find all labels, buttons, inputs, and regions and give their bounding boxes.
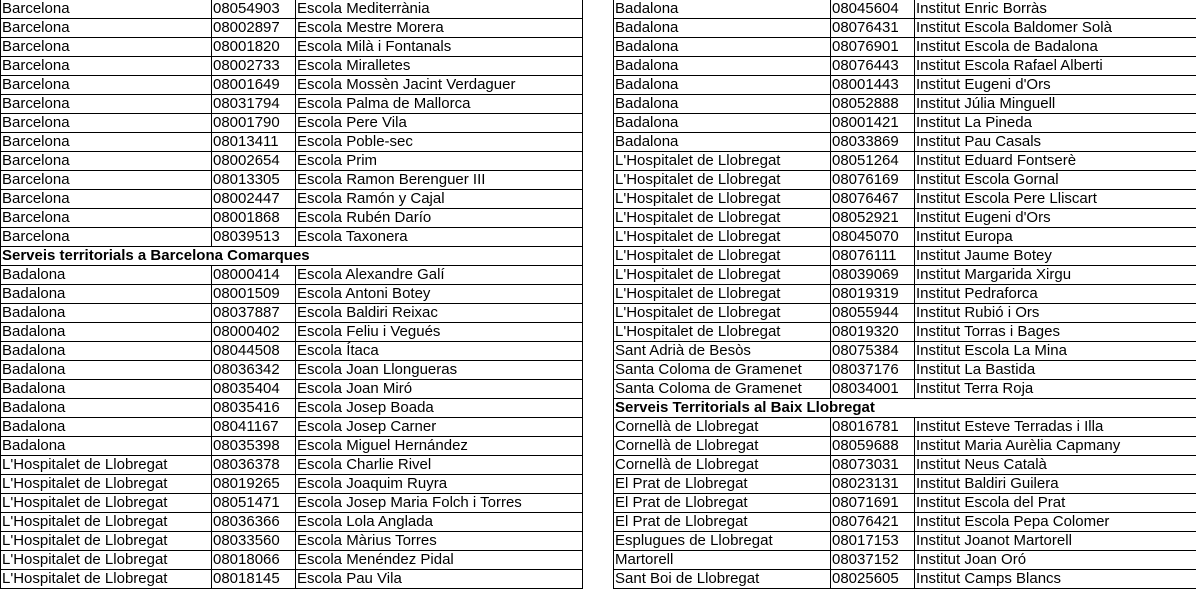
town-cell: Badalona — [1, 361, 212, 380]
school-name-cell: Institut Europa — [915, 228, 1196, 247]
school-name-cell: Escola Lola Anglada — [296, 513, 583, 532]
school-name-cell: Escola Ramón y Cajal — [296, 190, 583, 209]
school-name-cell: Escola Mediterrània — [296, 0, 583, 19]
school-code-cell: 08054903 — [212, 0, 296, 19]
town-cell: L'Hospitalet de Llobregat — [614, 323, 831, 342]
school-name-cell: Institut La Bastida — [915, 361, 1196, 380]
school-name-cell: Institut Margarida Xirgu — [915, 266, 1196, 285]
school-code-cell: 08045604 — [831, 0, 915, 19]
school-code-cell: 08001443 — [831, 76, 915, 95]
town-cell: Barcelona — [1, 57, 212, 76]
school-name-cell: Institut Eugeni d'Ors — [915, 76, 1196, 95]
table-row — [1, 380, 583, 399]
school-name-cell: Institut Escola Rafael Alberti — [915, 57, 1196, 76]
town-cell: Badalona — [1, 399, 212, 418]
school-name-cell: Escola Poble-sec — [296, 133, 583, 152]
school-code-cell: 08025605 — [831, 570, 915, 589]
school-code-cell: 08036342 — [212, 361, 296, 380]
table-row — [1, 57, 583, 76]
school-code-cell: 08035398 — [212, 437, 296, 456]
town-cell: Santa Coloma de Gramenet — [614, 361, 831, 380]
town-cell: Barcelona — [1, 190, 212, 209]
school-name-cell: Escola Josep Boada — [296, 399, 583, 418]
school-name-cell: Institut Baldiri Guilera — [915, 475, 1196, 494]
table-row — [1, 494, 583, 513]
town-cell: Badalona — [614, 95, 831, 114]
table-row — [614, 266, 1196, 285]
school-code-cell: 08052921 — [831, 209, 915, 228]
table-row — [614, 57, 1196, 76]
school-name-cell: Escola Alexandre Galí — [296, 266, 583, 285]
school-code-cell: 08076901 — [831, 38, 915, 57]
town-cell: Badalona — [1, 342, 212, 361]
school-name-cell: Institut Terra Roja — [915, 380, 1196, 399]
town-cell: Cornellà de Llobregat — [614, 418, 831, 437]
table-row — [1, 19, 583, 38]
school-name-cell: Escola Josep Carner — [296, 418, 583, 437]
school-code-cell: 08044508 — [212, 342, 296, 361]
school-name-cell: Escola Ramon Berenguer III — [296, 171, 583, 190]
school-code-cell: 08051471 — [212, 494, 296, 513]
table-row — [614, 342, 1196, 361]
town-cell: Sant Boi de Llobregat — [614, 570, 831, 589]
school-code-cell: 08035416 — [212, 399, 296, 418]
table-row — [1, 209, 583, 228]
table-row — [1, 0, 583, 19]
table-row — [614, 190, 1196, 209]
school-code-cell: 08002897 — [212, 19, 296, 38]
table-row — [1, 513, 583, 532]
table-row — [614, 380, 1196, 399]
school-code-cell: 08073031 — [831, 456, 915, 475]
school-name-cell: Escola Mestre Morera — [296, 19, 583, 38]
table-row — [614, 209, 1196, 228]
table-row — [1, 304, 583, 323]
table-row — [1, 76, 583, 95]
school-name-cell: Institut Júlia Minguell — [915, 95, 1196, 114]
table-row — [614, 532, 1196, 551]
town-cell: Barcelona — [1, 114, 212, 133]
town-cell: L'Hospitalet de Llobregat — [614, 152, 831, 171]
town-cell: Badalona — [1, 266, 212, 285]
table-row — [1, 95, 583, 114]
school-name-cell: Institut Neus Català — [915, 456, 1196, 475]
table-row — [1, 532, 583, 551]
school-code-cell: 08002654 — [212, 152, 296, 171]
table-row — [1, 171, 583, 190]
town-cell: El Prat de Llobregat — [614, 513, 831, 532]
town-cell: El Prat de Llobregat — [614, 494, 831, 513]
table-row — [614, 38, 1196, 57]
school-name-cell: Escola Pere Vila — [296, 114, 583, 133]
section-title: Serveis Territorials al Baix Llobregat — [614, 399, 1196, 418]
school-code-cell: 08051264 — [831, 152, 915, 171]
town-cell: L'Hospitalet de Llobregat — [614, 190, 831, 209]
school-code-cell: 08076467 — [831, 190, 915, 209]
town-cell: Badalona — [1, 380, 212, 399]
table-row — [1, 361, 583, 380]
table-row — [614, 494, 1196, 513]
school-code-cell: 08076421 — [831, 513, 915, 532]
town-cell: L'Hospitalet de Llobregat — [1, 513, 212, 532]
table-row — [1, 475, 583, 494]
table-row — [614, 76, 1196, 95]
school-name-cell: Institut Escola Baldomer Solà — [915, 19, 1196, 38]
school-name-cell: Institut Esteve Terradas i Illa — [915, 418, 1196, 437]
school-code-cell: 08037152 — [831, 551, 915, 570]
school-name-cell: Institut Jaume Botey — [915, 247, 1196, 266]
town-cell: Badalona — [1, 437, 212, 456]
table-row — [1, 399, 583, 418]
school-name-cell: Escola Milà i Fontanals — [296, 38, 583, 57]
school-name-cell: Escola Feliu i Vegués — [296, 323, 583, 342]
school-code-cell: 08031794 — [212, 95, 296, 114]
school-code-cell: 08017153 — [831, 532, 915, 551]
school-code-cell: 08000402 — [212, 323, 296, 342]
section-header-row — [614, 399, 1196, 418]
town-cell: Badalona — [1, 304, 212, 323]
school-code-cell: 08052888 — [831, 95, 915, 114]
school-name-cell: Escola Josep Maria Folch i Torres — [296, 494, 583, 513]
town-cell: Badalona — [1, 285, 212, 304]
town-cell: Cornellà de Llobregat — [614, 456, 831, 475]
town-cell: Sant Adrià de Besòs — [614, 342, 831, 361]
town-cell: El Prat de Llobregat — [614, 475, 831, 494]
school-code-cell: 08001820 — [212, 38, 296, 57]
table-row — [614, 323, 1196, 342]
town-cell: L'Hospitalet de Llobregat — [1, 551, 212, 570]
school-code-cell: 08036366 — [212, 513, 296, 532]
school-code-cell: 08045070 — [831, 228, 915, 247]
school-code-cell: 08036378 — [212, 456, 296, 475]
town-cell: L'Hospitalet de Llobregat — [614, 304, 831, 323]
town-cell: L'Hospitalet de Llobregat — [1, 494, 212, 513]
table-row — [614, 171, 1196, 190]
town-cell: Badalona — [1, 323, 212, 342]
school-code-cell: 08001868 — [212, 209, 296, 228]
table-row — [614, 133, 1196, 152]
school-code-cell: 08037887 — [212, 304, 296, 323]
table-row — [614, 95, 1196, 114]
left-school-table — [0, 0, 583, 589]
school-code-cell: 08019265 — [212, 475, 296, 494]
table-row — [1, 323, 583, 342]
table-row — [614, 0, 1196, 19]
table-row — [614, 456, 1196, 475]
town-cell: Barcelona — [1, 38, 212, 57]
table-row — [1, 570, 583, 589]
town-cell: Badalona — [614, 19, 831, 38]
school-code-cell: 08019320 — [831, 323, 915, 342]
table-row — [1, 418, 583, 437]
school-code-cell: 08041167 — [212, 418, 296, 437]
table-row — [1, 437, 583, 456]
school-name-cell: Escola Palma de Mallorca — [296, 95, 583, 114]
table-row — [614, 437, 1196, 456]
school-name-cell: Institut Joan Oró — [915, 551, 1196, 570]
table-row — [614, 551, 1196, 570]
school-code-cell: 08035404 — [212, 380, 296, 399]
town-cell: Barcelona — [1, 209, 212, 228]
school-name-cell: Escola Pau Vila — [296, 570, 583, 589]
school-name-cell: Institut Eugeni d'Ors — [915, 209, 1196, 228]
town-cell: L'Hospitalet de Llobregat — [1, 532, 212, 551]
table-row — [1, 114, 583, 133]
town-cell: Barcelona — [1, 0, 212, 19]
section-title: Serveis territorials a Barcelona Comarques — [1, 247, 583, 266]
town-cell: L'Hospitalet de Llobregat — [1, 456, 212, 475]
table-row — [614, 361, 1196, 380]
school-code-cell: 08002447 — [212, 190, 296, 209]
school-name-cell: Institut Joanot Martorell — [915, 532, 1196, 551]
school-code-cell: 08013411 — [212, 133, 296, 152]
school-code-cell: 08039069 — [831, 266, 915, 285]
town-cell: Cornellà de Llobregat — [614, 437, 831, 456]
table-row — [614, 418, 1196, 437]
town-cell: Badalona — [614, 57, 831, 76]
table-row — [1, 228, 583, 247]
town-cell: Barcelona — [1, 76, 212, 95]
table-row — [614, 152, 1196, 171]
school-code-cell: 08039513 — [212, 228, 296, 247]
town-cell: Badalona — [614, 133, 831, 152]
school-name-cell: Escola Miguel Hernández — [296, 437, 583, 456]
town-cell: Badalona — [1, 418, 212, 437]
table-row — [614, 475, 1196, 494]
table-row — [1, 133, 583, 152]
school-code-cell: 08001790 — [212, 114, 296, 133]
school-code-cell: 08002733 — [212, 57, 296, 76]
table-row — [614, 247, 1196, 266]
school-name-cell: Escola Joaquim Ruyra — [296, 475, 583, 494]
town-cell: Esplugues de Llobregat — [614, 532, 831, 551]
school-name-cell: Institut Camps Blancs — [915, 570, 1196, 589]
town-cell: L'Hospitalet de Llobregat — [614, 266, 831, 285]
school-code-cell: 08019319 — [831, 285, 915, 304]
table-row — [614, 114, 1196, 133]
table-row — [614, 285, 1196, 304]
town-cell: L'Hospitalet de Llobregat — [614, 209, 831, 228]
school-name-cell: Escola Joan Miró — [296, 380, 583, 399]
school-code-cell: 08075384 — [831, 342, 915, 361]
school-name-cell: Escola Màrius Torres — [296, 532, 583, 551]
table-row — [1, 38, 583, 57]
town-cell: Barcelona — [1, 19, 212, 38]
town-cell: Barcelona — [1, 152, 212, 171]
school-name-cell: Institut Maria Aurèlia Capmany — [915, 437, 1196, 456]
table-row — [614, 570, 1196, 589]
school-name-cell: Institut Escola del Prat — [915, 494, 1196, 513]
school-code-cell: 08023131 — [831, 475, 915, 494]
school-code-cell: 08016781 — [831, 418, 915, 437]
school-code-cell: 08055944 — [831, 304, 915, 323]
school-name-cell: Institut Pedraforca — [915, 285, 1196, 304]
town-cell: Barcelona — [1, 133, 212, 152]
school-name-cell: Institut Escola Pere Lliscart — [915, 190, 1196, 209]
school-name-cell: Institut Escola de Badalona — [915, 38, 1196, 57]
school-code-cell: 08018066 — [212, 551, 296, 570]
town-cell: Martorell — [614, 551, 831, 570]
school-code-cell: 08001649 — [212, 76, 296, 95]
town-cell: L'Hospitalet de Llobregat — [614, 247, 831, 266]
left-table-body — [1, 0, 583, 589]
school-code-cell: 08013305 — [212, 171, 296, 190]
school-name-cell: Escola Mossèn Jacint Verdaguer — [296, 76, 583, 95]
school-code-cell: 08076431 — [831, 19, 915, 38]
school-name-cell: Escola Baldiri Reixac — [296, 304, 583, 323]
school-name-cell: Escola Menéndez Pidal — [296, 551, 583, 570]
school-code-cell: 08034001 — [831, 380, 915, 399]
school-name-cell: Escola Ítaca — [296, 342, 583, 361]
town-cell: L'Hospitalet de Llobregat — [1, 475, 212, 494]
school-name-cell: Escola Miralletes — [296, 57, 583, 76]
school-name-cell: Institut Eduard Fontserè — [915, 152, 1196, 171]
school-code-cell: 08033560 — [212, 532, 296, 551]
table-row — [614, 304, 1196, 323]
school-code-cell: 08001509 — [212, 285, 296, 304]
school-name-cell: Escola Taxonera — [296, 228, 583, 247]
school-name-cell: Institut Escola Gornal — [915, 171, 1196, 190]
town-cell: Santa Coloma de Gramenet — [614, 380, 831, 399]
table-row — [1, 342, 583, 361]
town-cell: Barcelona — [1, 171, 212, 190]
town-cell: Barcelona — [1, 228, 212, 247]
school-name-cell: Escola Joan Llongueras — [296, 361, 583, 380]
town-cell: Badalona — [614, 0, 831, 19]
school-name-cell: Institut Escola Pepa Colomer — [915, 513, 1196, 532]
school-code-cell: 08001421 — [831, 114, 915, 133]
town-cell: L'Hospitalet de Llobregat — [1, 570, 212, 589]
school-code-cell: 08076443 — [831, 57, 915, 76]
town-cell: L'Hospitalet de Llobregat — [614, 171, 831, 190]
table-row — [1, 190, 583, 209]
school-code-cell: 08076111 — [831, 247, 915, 266]
table-row — [614, 513, 1196, 532]
table-row — [1, 152, 583, 171]
school-code-cell: 08076169 — [831, 171, 915, 190]
right-school-table — [613, 0, 1196, 589]
town-cell: L'Hospitalet de Llobregat — [614, 285, 831, 304]
school-code-cell: 08059688 — [831, 437, 915, 456]
school-name-cell: Institut Rubió i Ors — [915, 304, 1196, 323]
school-name-cell: Institut Pau Casals — [915, 133, 1196, 152]
table-row — [1, 285, 583, 304]
school-name-cell: Escola Charlie Rivel — [296, 456, 583, 475]
town-cell: Badalona — [614, 76, 831, 95]
school-name-cell: Escola Rubén Darío — [296, 209, 583, 228]
section-header-row — [1, 247, 583, 266]
table-row — [614, 228, 1196, 247]
school-code-cell: 08037176 — [831, 361, 915, 380]
town-cell: L'Hospitalet de Llobregat — [614, 228, 831, 247]
school-code-cell: 08000414 — [212, 266, 296, 285]
school-code-cell: 08033869 — [831, 133, 915, 152]
town-cell: Barcelona — [1, 95, 212, 114]
right-table-body — [614, 0, 1196, 589]
town-cell: Badalona — [614, 114, 831, 133]
school-name-cell: Institut La Pineda — [915, 114, 1196, 133]
school-name-cell: Institut Escola La Mina — [915, 342, 1196, 361]
table-row — [1, 266, 583, 285]
table-row — [1, 551, 583, 570]
school-code-cell: 08071691 — [831, 494, 915, 513]
table-row — [1, 456, 583, 475]
table-row — [614, 19, 1196, 38]
school-code-cell: 08018145 — [212, 570, 296, 589]
school-name-cell: Institut Torras i Bages — [915, 323, 1196, 342]
school-name-cell: Institut Enric Borràs — [915, 0, 1196, 19]
town-cell: Badalona — [614, 38, 831, 57]
school-name-cell: Escola Antoni Botey — [296, 285, 583, 304]
school-name-cell: Escola Prim — [296, 152, 583, 171]
